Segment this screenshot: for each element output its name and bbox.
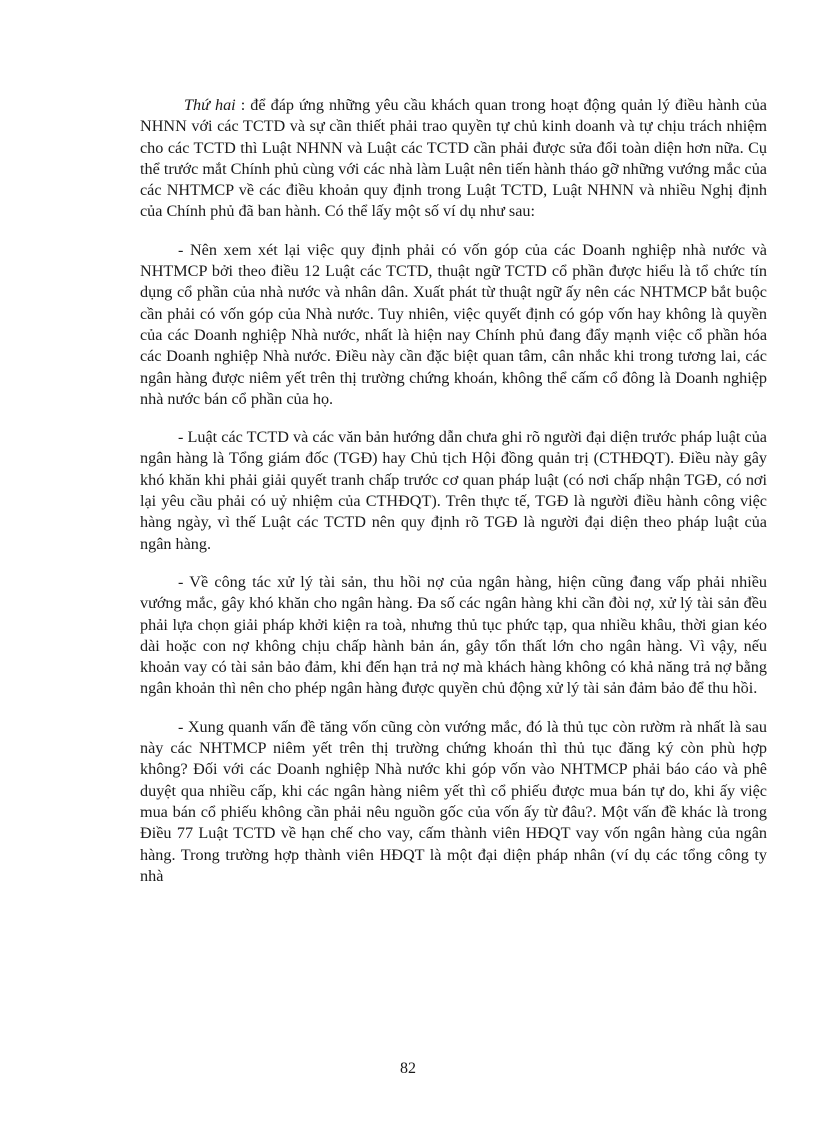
paragraph-lead: Thứ hai <box>184 96 236 114</box>
paragraph-nguoi-dai-dien: - Luật các TCTD và các văn bản hướng dẫn chưa ghi rõ người đại diện trước pháp luật của ngân hàng là Tổng giám đốc (TGĐ) hay Chủ tịch Hội đồng quản trị (CTHĐQT). Điều này gây khó khăn khi phải giải quyết tranh chấp trước cơ quan pháp luật (có nơi chấp nhận TGĐ, có nơi lại yêu cầu phải có uỷ nhiệm của CTHĐQT). Trên thực tế, TGĐ là người điều hành công việc hàng ngày, vì thế Luật các TCTD nên quy định rõ TGĐ là người đại diện theo pháp luật của ngân hàng. <box>140 428 767 553</box>
paragraph-text: : để đáp ứng những yêu cầu khách quan trong hoạt động quản lý điều hành của NHNN với các TCTD và sự cần thiết phải trao quyền tự chủ kinh doanh và tự chịu trách nhiệm cho các TCTD thì Luật NHNN và Luật các TCTD cần phải được sửa đổi toàn diện hơn nữa. Cụ thể trước mắt Chính phủ cùng với các nhà làm Luật nên tiến hành tháo gỡ những vướng mắc của các NHTMCP về các điều khoản quy định trong Luật TCTD, Luật NHNN và nhiều Nghị định của Chính phủ đã ban hành. Có thể lấy một số ví dụ như sau: <box>140 96 767 221</box>
paragraph-xu-ly-tai-san: - Về công tác xử lý tài sản, thu hồi nợ của ngân hàng, hiện cũng đang vấp phải nhiều vướng mắc, gây khó khăn cho ngân hàng. Đa số các ngân hàng khi cần đòi nợ, xử lý tài sản đều phải lựa chọn giải pháp khởi kiện ra toà, nhưng thủ tục phức tạp, qua nhiều khâu, thời gian kéo dài hoặc con nợ không chịu chấp hành bản án, gây tổn thất lớn cho ngân hàng. Vì vậy, nếu khoản vay có tài sản bảo đảm, khi đến hạn trả nợ mà khách hàng không có khả năng trả nợ bằng ngân khoản thì nên cho phép ngân hàng được quyền chủ động xử lý tài sản đảm bảo để thu hồi. <box>140 572 767 698</box>
paragraph-thu-hai <box>140 95 767 223</box>
paragraph-tang-von: - Xung quanh vấn đề tăng vốn cũng còn vướng mắc, đó là thủ tục còn rườm rà nhất là sau này các NHTMCP niêm yết trên thị trường chứng khoán thì thủ tục đăng ký còn phù hợp không? Đối với các Doanh nghiệp Nhà nước khi góp vốn vào NHTMCP phải báo cáo và phê duyệt qua nhiều cấp, khi các ngân hàng niêm yết thì cổ phiếu được mua bán tự do, khi ấy việc mua bán cổ phiếu không cần phải nêu nguồn gốc của vốn ấy từ đâu?. Một vấn đề khác là trong Điều 77 Luật TCTD về hạn chế cho vay, cấm thành viên HĐQT vay vốn ngân hàng của ngân hàng. Trong trường hợp thành viên HĐQT là một đại diện pháp nhân (ví dụ các tổng công ty nhà <box>140 717 767 885</box>
page-body <box>140 95 767 904</box>
paragraph-von-gop: - Nên xem xét lại việc quy định phải có vốn góp của các Doanh nghiệp nhà nước và NHTMCP bởi theo điều 12 Luật các TCTD, thuật ngữ TCTD cổ phần được hiểu là tổ chức tín dụng cổ phần của nhà nước và nhân dân. Xuất phát từ thuật ngữ ấy nên các NHTMCP bắt buộc cần phải có vốn góp của Nhà nước. Tuy nhiên, việc quyết định có góp vốn hay không là quyền của các Doanh nghiệp Nhà nước, nhất là hiện nay Chính phủ đang đẩy mạnh việc cổ phần hóa các Doanh nghiệp Nhà nước. Điều này cần đặc biệt quan tâm, cân nhắc khi trong tương lai, các ngân hàng được niêm yết trên thị trường chứng khoán, không thể cấm cổ đông là Doanh nghiệp nhà nước bán cổ phần của họ. <box>140 240 767 408</box>
page-number: 82 <box>400 1060 416 1077</box>
